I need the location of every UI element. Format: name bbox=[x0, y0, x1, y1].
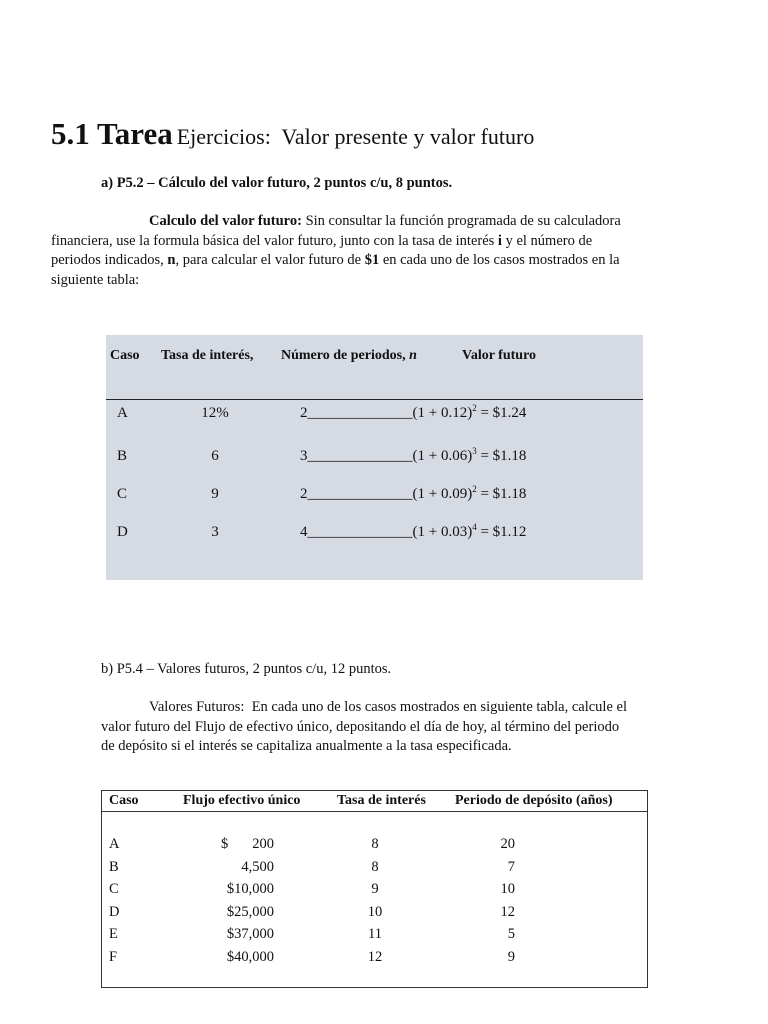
table-a-cell-tasa: 6 bbox=[211, 448, 219, 464]
table-b-cell-periodo: 9 bbox=[507, 948, 515, 965]
table-b-cell-flujo: $25,000 bbox=[226, 903, 274, 920]
cell-blank: ______________ bbox=[307, 524, 413, 540]
table-b-header-rule bbox=[101, 811, 648, 812]
table-b-cell-flujo: 4,500 bbox=[241, 858, 274, 875]
table-a-cell-calc bbox=[300, 524, 526, 541]
table-a-cell-calc bbox=[300, 448, 526, 465]
table-b-cell-caso: D bbox=[109, 903, 120, 920]
paragraph-line bbox=[51, 251, 701, 271]
table-a-cell-caso: C bbox=[117, 486, 128, 502]
header-text: Número de periodos, bbox=[281, 348, 410, 363]
table-b-cell-tasa: 8 bbox=[371, 858, 379, 875]
intro-tail: Sin consultar la función programada de su calculadora bbox=[301, 213, 621, 229]
cell-base: (1 + 0.12) bbox=[412, 405, 473, 421]
table-b-cell-periodo: 5 bbox=[507, 926, 515, 942]
table-b-cell-caso: E bbox=[109, 926, 118, 942]
table-b-cell-caso: B bbox=[109, 858, 119, 875]
cell-n: 4 bbox=[300, 524, 308, 540]
table-b-cell-flujo: $40,000 bbox=[226, 948, 274, 965]
table-a-cell-tasa: 3 bbox=[211, 524, 219, 540]
table-b-cell-tasa: 11 bbox=[368, 926, 382, 942]
table-a-header-caso: Caso bbox=[110, 348, 140, 363]
text-run: en cada uno de los casos mostrados en la bbox=[379, 252, 620, 268]
table-a-header-periodos bbox=[281, 348, 417, 364]
paragraph-line bbox=[51, 232, 701, 252]
table-a-cell-caso: B bbox=[117, 448, 128, 464]
cell-exponent: 4 bbox=[472, 522, 477, 532]
cell-blank: ______________ bbox=[307, 486, 413, 502]
table-b-header-flujo: Flujo efectivo único bbox=[183, 793, 301, 808]
table-b-cell-tasa: 8 bbox=[371, 836, 379, 852]
table-b-cell-periodo: 12 bbox=[500, 903, 515, 920]
table-b-cell-dollar: $ bbox=[221, 836, 229, 852]
cell-base: (1 + 0.06) bbox=[412, 448, 473, 464]
section-a-title: a) P5.2 – Cálculo del valor futuro, 2 puntos c/u, 8 puntos. bbox=[101, 175, 453, 191]
table-b-cell-flujo: $37,000 bbox=[226, 926, 274, 942]
table-b-cell-tasa: 9 bbox=[371, 881, 379, 897]
intro-bold: Calculo del valor futuro: bbox=[149, 213, 302, 229]
table-b-cell-tasa: 12 bbox=[367, 948, 383, 965]
table-b-cell-periodo: 7 bbox=[507, 858, 515, 875]
table-a-cell-caso: A bbox=[117, 405, 128, 421]
title-text: Ejercicios: Valor presente y valor futuro bbox=[176, 124, 535, 149]
table-b-cell-flujo: 200 bbox=[252, 836, 274, 852]
header-var-n: n bbox=[409, 348, 417, 363]
table-a-header-valor: Valor futuro bbox=[462, 348, 537, 363]
paragraph-line: de depósito si el interés se capitaliza anualmente a la tasa especificada. bbox=[101, 738, 512, 754]
cell-n: 3 bbox=[300, 448, 308, 464]
table-a-cell-calc bbox=[300, 405, 526, 422]
table-b-cell-periodo: 10 bbox=[500, 881, 515, 897]
section-b-title: b) P5.4 – Valores futuros, 2 puntos c/u, 12 puntos. bbox=[101, 661, 392, 677]
table-a-cell-tasa: 9 bbox=[211, 486, 219, 502]
table-b-header-caso: Caso bbox=[109, 793, 139, 808]
cell-result: = $1.18 bbox=[476, 448, 527, 464]
table-b-cell-caso: F bbox=[109, 948, 118, 965]
text-run: y el número de bbox=[501, 232, 593, 249]
var-n: n bbox=[167, 252, 176, 268]
table-b-cell-caso: A bbox=[109, 836, 120, 852]
dollar-one: $1 bbox=[364, 252, 380, 268]
page-title bbox=[51, 116, 534, 152]
table-b-cell-flujo: $10,000 bbox=[226, 881, 274, 897]
paragraph-line bbox=[51, 212, 701, 232]
paragraph-line: valor futuro del Flujo de efectivo único, depositando el día de hoy, al término del periodo bbox=[101, 718, 620, 735]
cell-base: (1 + 0.03) bbox=[412, 524, 473, 540]
cell-result: = $1.18 bbox=[476, 486, 527, 502]
table-b-cell-tasa: 10 bbox=[367, 903, 383, 920]
section-a-paragraph bbox=[51, 212, 701, 290]
cell-blank: ______________ bbox=[307, 405, 413, 421]
table-a-cell-caso: D bbox=[117, 524, 128, 540]
paragraph-line: siguiente tabla: bbox=[51, 271, 140, 288]
table-b-header-periodo: Periodo de depósito (años) bbox=[455, 793, 613, 808]
cell-exponent: 2 bbox=[472, 403, 477, 413]
text-run: periodos indicados, bbox=[51, 252, 168, 268]
table-b-cell-periodo: 20 bbox=[500, 836, 515, 852]
cell-base: (1 + 0.09) bbox=[412, 486, 473, 502]
cell-exponent: 2 bbox=[472, 484, 477, 494]
section-b-paragraph bbox=[101, 698, 701, 757]
table-a-cell-calc bbox=[300, 486, 526, 503]
table-a-header-tasa: Tasa de interés, bbox=[161, 348, 254, 363]
cell-result: = $1.24 bbox=[476, 405, 527, 421]
cell-blank: ______________ bbox=[307, 448, 413, 464]
table-b-header-tasa: Tasa de interés bbox=[337, 793, 426, 808]
var-i: i bbox=[497, 232, 502, 249]
cell-n: 2 bbox=[300, 486, 308, 502]
text-run: financiera, use la formula básica del valor futuro, junto con la tasa de interés bbox=[51, 232, 498, 249]
table-b-cell-caso: C bbox=[109, 881, 119, 897]
cell-exponent: 3 bbox=[472, 446, 477, 456]
paragraph-line: Valores Futuros: En cada uno de los casos mostrados en siguiente tabla, calcule el bbox=[149, 699, 627, 715]
table-a-cell-tasa: 12% bbox=[201, 405, 229, 421]
cell-result: = $1.12 bbox=[476, 524, 527, 540]
cell-n: 2 bbox=[300, 405, 308, 421]
text-run: , para calcular el valor futuro de bbox=[175, 252, 365, 268]
table-a-header-rule bbox=[106, 399, 643, 400]
title-number: 5.1 Tarea bbox=[51, 116, 173, 151]
